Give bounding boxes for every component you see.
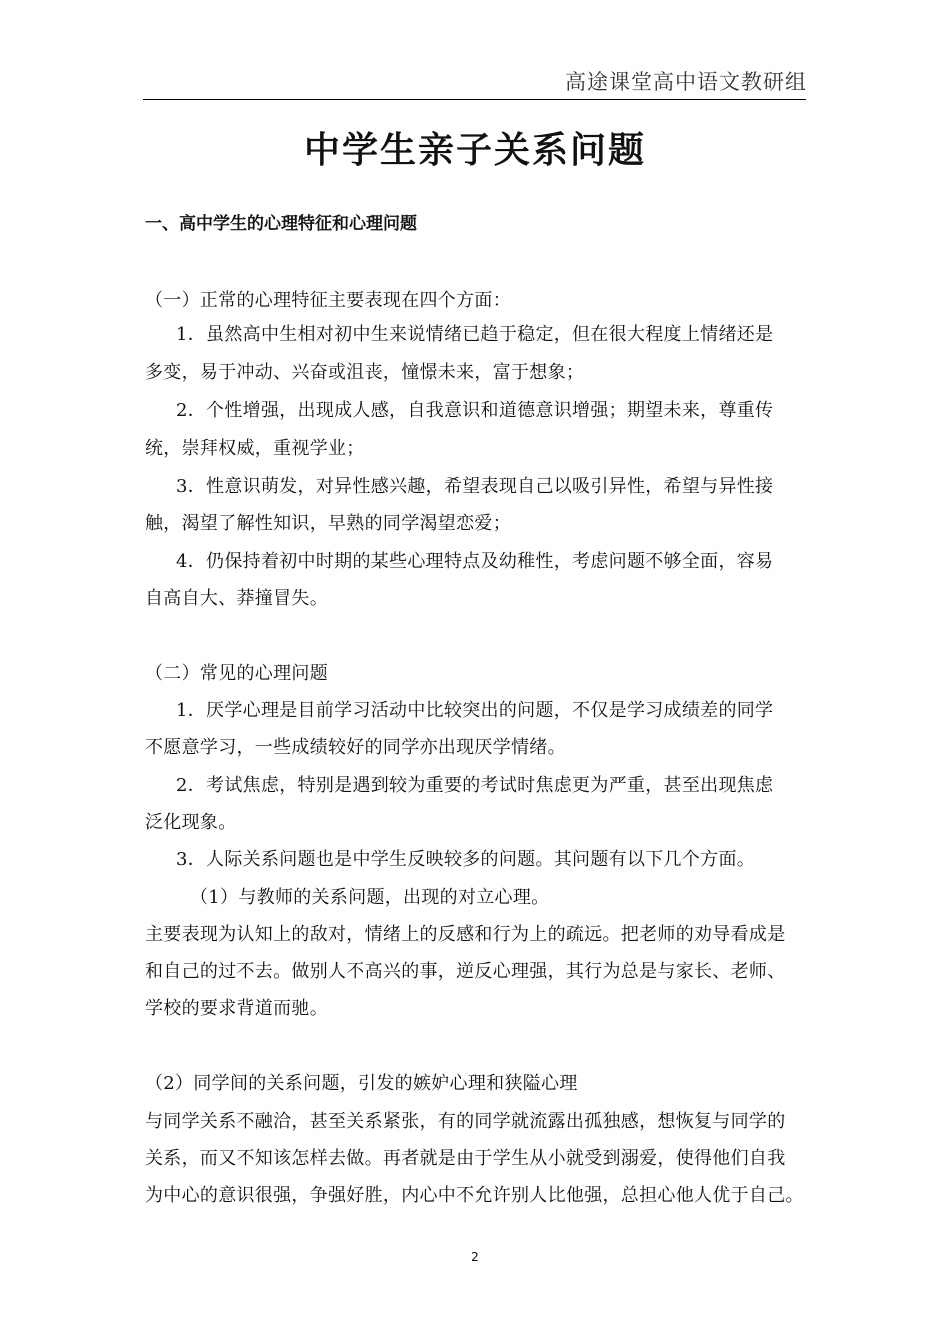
paragraph-line: （2）同学间的关系问题，引发的嫉妒心理和狭隘心理 (145, 1073, 578, 1094)
paragraph-line: 关系，而又不知该怎样去做。再者就是由于学生从小就受到溺爱，使得他们自我 (145, 1148, 786, 1169)
paragraph-line: 和自己的过不去。做别人不高兴的事，逆反心理强，其行为总是与家长、老师、 (145, 961, 786, 982)
section-heading: 一、高中学生的心理特征和心理问题 (145, 214, 417, 234)
header-org: 高途课堂高中语文教研组 (565, 70, 807, 94)
paragraph-line: （1）与教师的关系问题，出现的对立心理。 (190, 887, 550, 908)
paragraph-line: 统，崇拜权威，重视学业； (145, 438, 365, 459)
paragraph-line: 不愿意学习，一些成绩较好的同学亦出现厌学情绪。 (145, 737, 566, 758)
page-number: 2 (471, 1250, 479, 1264)
paragraph-line: 泛化现象。 (145, 812, 237, 833)
paragraph-line: 3．性意识萌发，对异性感兴趣，希望表现自己以吸引异性，希望与异性接 (176, 476, 774, 497)
paragraph-line: 2．考试焦虑，特别是遇到较为重要的考试时焦虑更为严重，甚至出现焦虑 (176, 775, 774, 796)
subsection-heading: （二）常见的心理问题 (145, 663, 328, 684)
paragraph-line: 与同学关系不融洽，甚至关系紧张，有的同学就流露出孤独感，想恢复与同学的 (145, 1111, 786, 1132)
paragraph-line: 1．厌学心理是目前学习活动中比较突出的问题，不仅是学习成绩差的同学 (176, 700, 774, 721)
subsection-heading: （一）正常的心理特征主要表现在四个方面： (145, 290, 511, 311)
paragraph-line: 3．人际关系问题也是中学生反映较多的问题。其问题有以下几个方面。 (176, 849, 756, 870)
paragraph-line: 多变，易于冲动、兴奋或沮丧，憧憬未来，富于想象； (145, 362, 585, 383)
paragraph-line: 自高自大、莽撞冒失。 (145, 588, 328, 609)
paragraph-line: 学校的要求背道而驰。 (145, 998, 328, 1019)
paragraph-line: 为中心的意识很强，争强好胜，内心中不允许别人比他强，总担心他人优于自己。 (145, 1185, 804, 1206)
header-divider (143, 99, 806, 100)
paragraph-line: 1．虽然高中生相对初中生来说情绪已趋于稳定，但在很大程度上情绪还是 (176, 324, 774, 345)
page-title: 中学生亲子关系问题 (303, 130, 646, 171)
paragraph-line: 触，渴望了解性知识，早熟的同学渴望恋爱； (145, 513, 511, 534)
paragraph-line: 主要表现为认知上的敌对，情绪上的反感和行为上的疏远。把老师的劝导看成是 (145, 924, 786, 945)
paragraph-line: 4．仍保持着初中时期的某些心理特点及幼稚性，考虑问题不够全面，容易 (176, 551, 774, 572)
paragraph-line: 2．个性增强，出现成人感，自我意识和道德意识增强；期望未来，尊重传 (176, 400, 774, 421)
